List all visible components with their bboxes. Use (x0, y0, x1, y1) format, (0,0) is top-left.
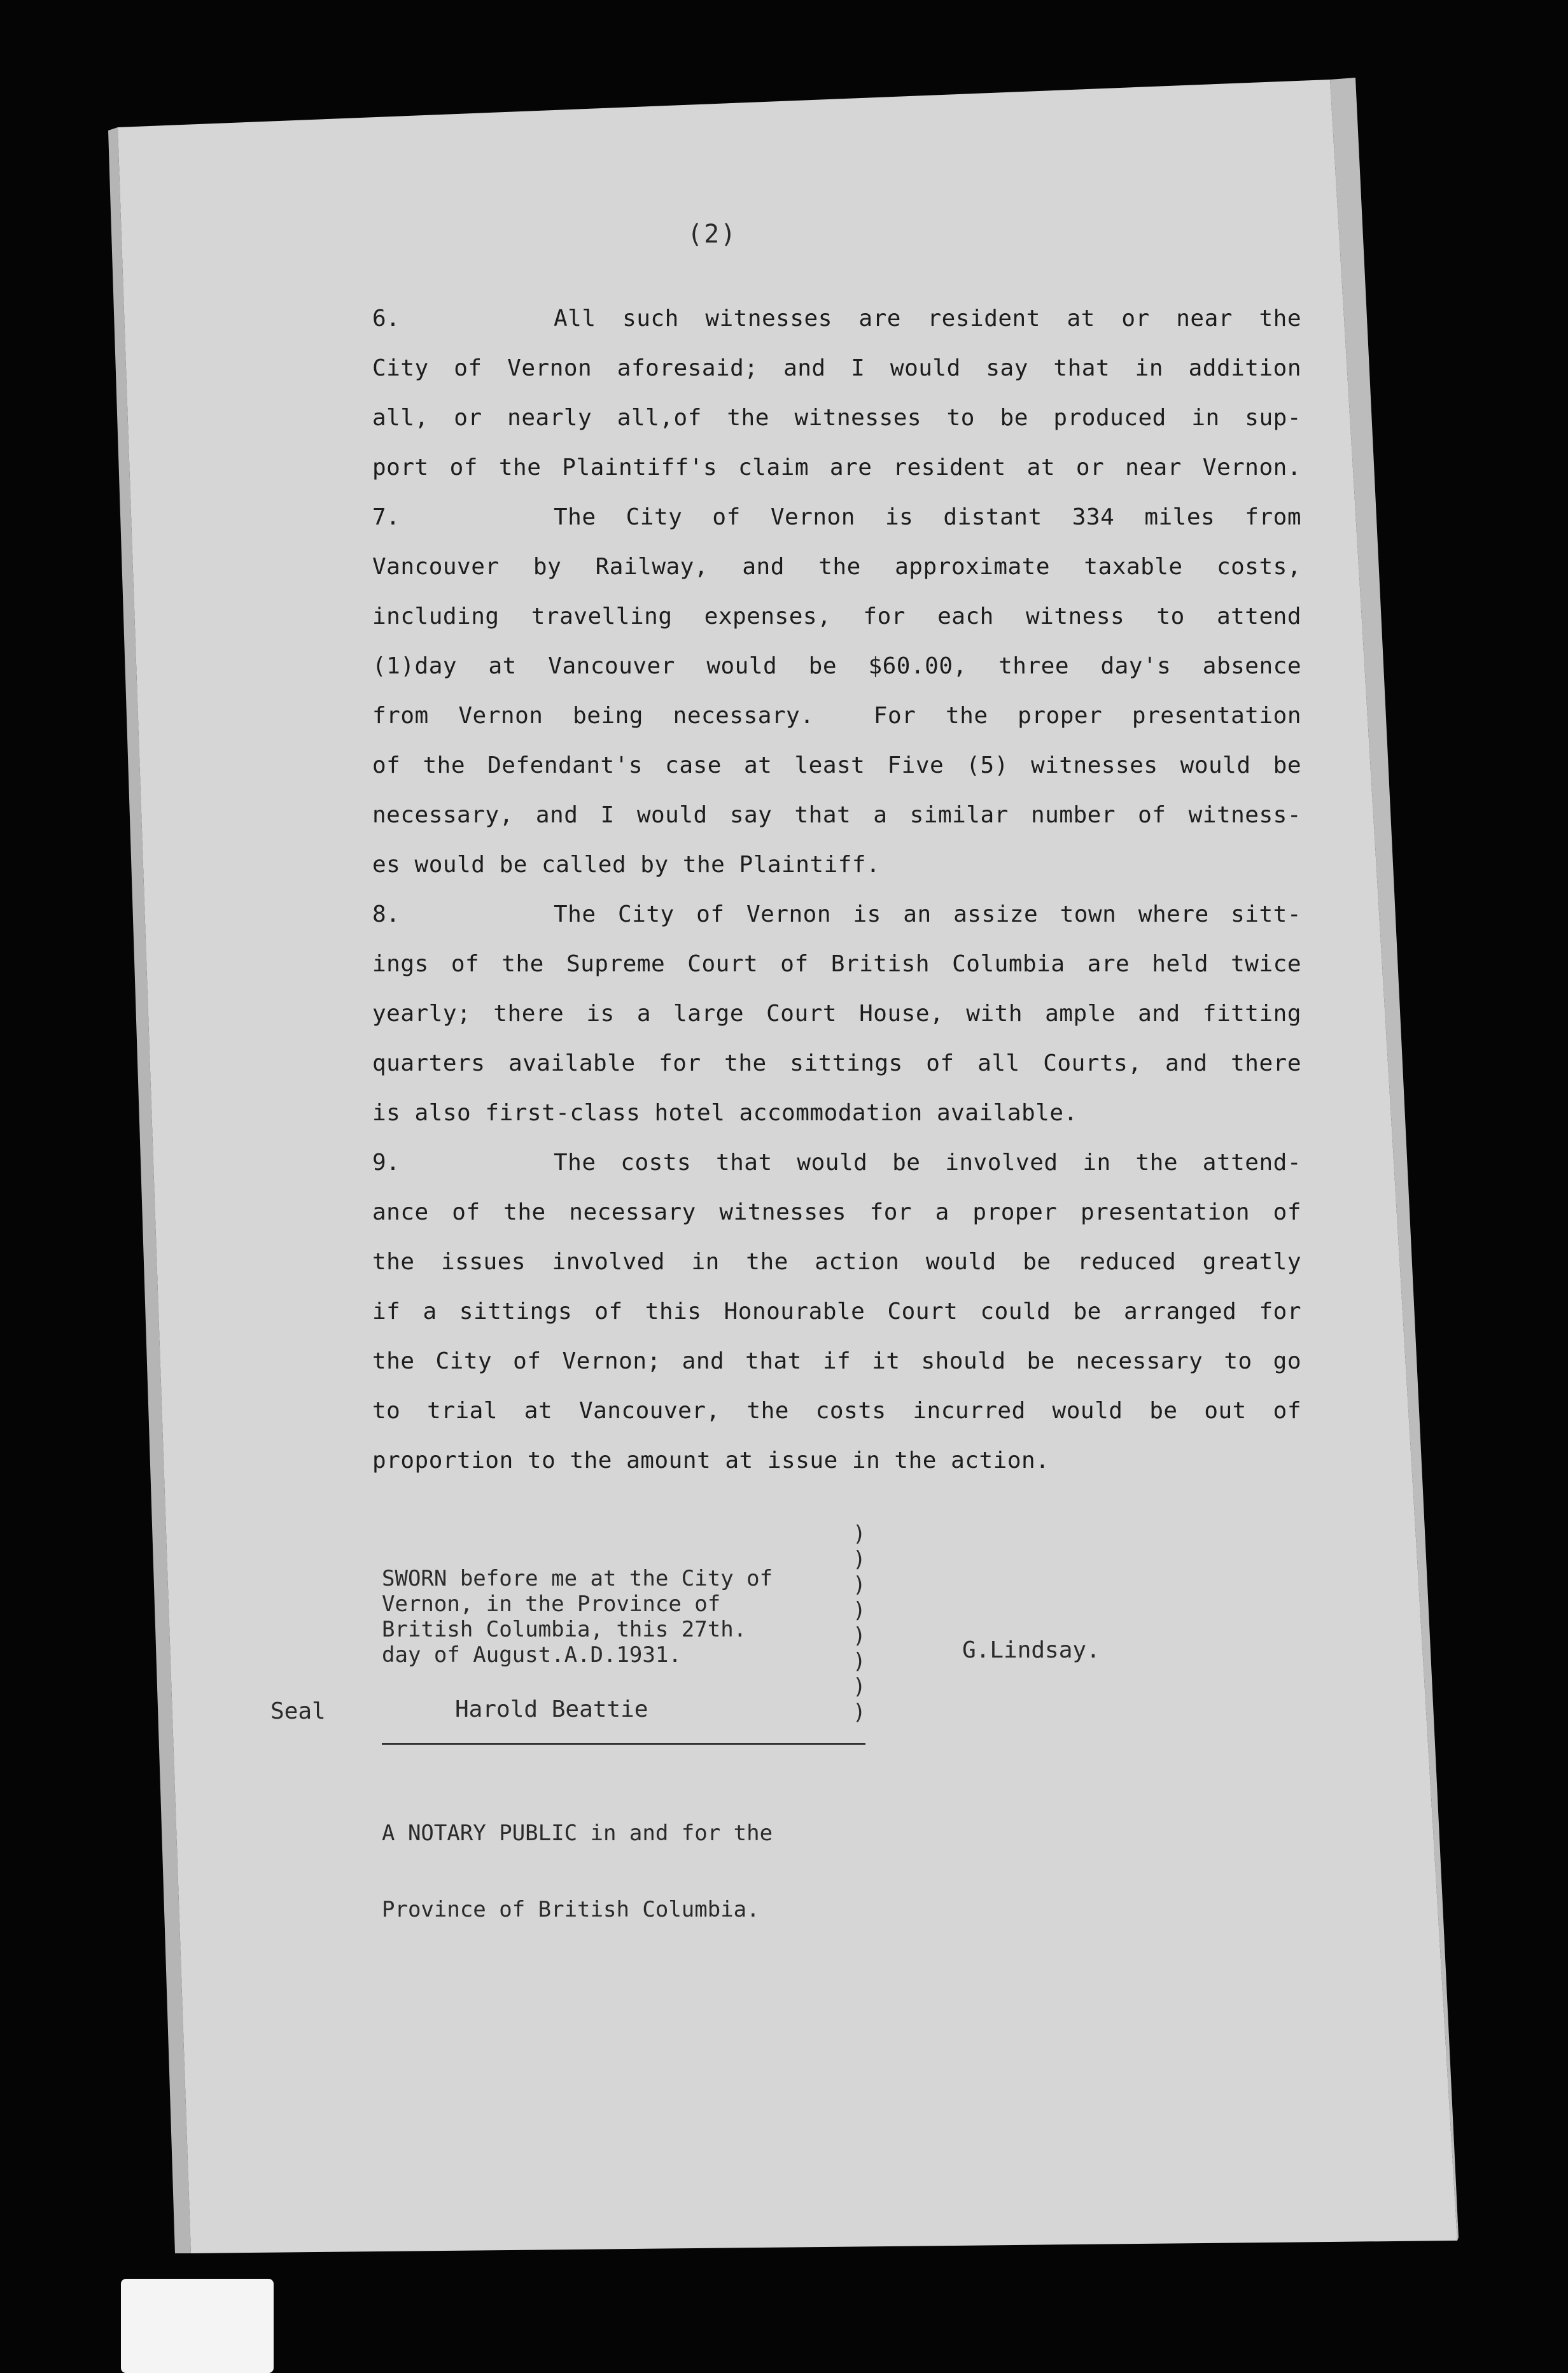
paragraph-line: all, or nearly all,of the witnesses to be produced in sup- (372, 405, 1301, 431)
paragraph-line: the issues involved in the action would be reduced greatly (372, 1249, 1301, 1275)
jurat-line: Vernon, in the Province of (382, 1591, 721, 1617)
paragraph-number: 7. (372, 504, 400, 530)
paragraph-line: from Vernon being necessary. For the proper presentation (372, 703, 1301, 729)
paragraph-number: 6. (372, 306, 400, 332)
paragraph-line: ings of the Supreme Court of British Columbia are held twice (372, 951, 1301, 977)
paragraph-line: the City of Vernon; and that if it should be necessary to go (372, 1348, 1301, 1374)
signature-rule (382, 1743, 865, 1745)
deponent-signature: G.Lindsay. (962, 1637, 1100, 1663)
notary-title-line: Province of British Columbia. (382, 1897, 760, 1922)
jurat-line: SWORN before me at the City of (382, 1566, 773, 1591)
notary-signature: Harold Beattie (455, 1696, 648, 1722)
paragraph-line: including travelling expenses, for each witness to attend (372, 603, 1301, 630)
paragraph-line: The costs that would be involved in the attend- (554, 1150, 1301, 1176)
paragraph-line: yearly; there is a large Court House, with ample and fitting (372, 1001, 1301, 1027)
seal-label: Seal (270, 1698, 326, 1724)
paragraph-line: is also first-class hotel accommodation available. (372, 1100, 1078, 1126)
scan-marker (121, 2279, 274, 2373)
paragraph-line: Vancouver by Railway, and the approximate taxable costs, (372, 554, 1301, 580)
jurat-line: day of August.A.D.1931. (382, 1642, 682, 1668)
paragraph-line: if a sittings of this Honourable Court could be arranged for (372, 1299, 1301, 1325)
jurat-line: British Columbia, this 27th. (382, 1617, 747, 1642)
paragraph-line: es would be called by the Plaintiff. (372, 852, 881, 878)
paragraph-line: of the Defendant's case at least Five (5) witnesses would be (372, 752, 1301, 778)
paragraph-line: All such witnesses are resident at or near the (554, 306, 1301, 332)
paragraph-line: (1)day at Vancouver would be $60.00, three day's absence (372, 653, 1301, 679)
paragraph-line: port of the Plaintiff's claim are resident at or near Vernon. (372, 454, 1301, 481)
paragraph-line: necessary, and I would say that a similar number of witness- (372, 802, 1301, 828)
paragraph-line: ance of the necessary witnesses for a proper presentation of (372, 1199, 1301, 1225)
page-number: (2) (687, 220, 738, 249)
notary-title (382, 1770, 773, 1973)
paragraph-line: The City of Vernon is distant 334 miles from (554, 504, 1301, 530)
paragraph-number: 8. (372, 901, 400, 927)
paragraph-line: The City of Vernon is an assize town where sitt- (554, 901, 1301, 927)
paragraph-line: quarters available for the sittings of all Courts, and there (372, 1050, 1301, 1076)
paragraph-line: proportion to the amount at issue in the action. (372, 1447, 1050, 1474)
paragraph-line: City of Vernon aforesaid; and I would say that in addition (372, 355, 1301, 381)
jurat-brace: ) ) ) ) ) ) ) ) (853, 1521, 866, 1725)
paragraph-line: to trial at Vancouver, the costs incurred would be out of (372, 1398, 1301, 1424)
notary-title-line: A NOTARY PUBLIC in and for the (382, 1820, 773, 1846)
paragraph-number: 9. (372, 1150, 400, 1176)
